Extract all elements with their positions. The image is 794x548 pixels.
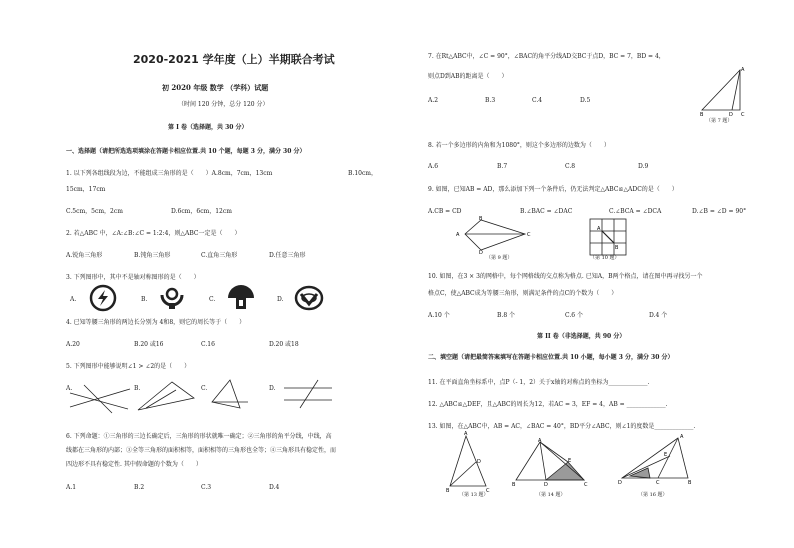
q5-option-d: D.	[269, 385, 276, 392]
lightning-logo-icon	[89, 284, 117, 312]
q6-option-c: C.3	[201, 484, 212, 491]
q7-line1: 7. 在Rt△ABC中，∠C = 90°，∠BAC的角平分线AD交BC于点D，BC = 7，BD = 4，	[428, 53, 665, 60]
q4-option-b: B.20 或16	[134, 341, 164, 348]
section2-heading: 第 II 卷（非选择题，共 90 分）	[537, 333, 626, 340]
q9-option-b: B.∠BAC = ∠DAC	[520, 208, 573, 215]
q7-label-b: B	[700, 112, 704, 118]
q7-option-c: C.4	[532, 97, 543, 104]
q10-line1: 10. 如图，在3 × 3的网格中，每个网格线的交点称为格点. 已知A，B两个格点，请在图中再寻找另一个	[428, 273, 703, 280]
q9-stem: 9. 如图，已知AB = AD，那么添加下列一个条件后，仍无法判定△ABC≌△ADC的是（ ）	[428, 186, 678, 193]
q10-line2: 格点C，使△ABC成为等腰三角形，则满足条件的点C的个数为（ ）	[428, 290, 618, 297]
q3-option-c: C.	[209, 296, 216, 303]
q2-option-d: D.任意三角形	[269, 252, 306, 259]
q16-label-a: A	[680, 434, 684, 440]
q2-stem: 2. 若△ABC 中，∠A:∠B:∠C = 1:2:4，则△ABC一定是（ ）	[66, 230, 241, 237]
q9-option-c: C.∠BCA = ∠DCA	[609, 208, 662, 215]
q8-option-b: B.7	[497, 163, 508, 170]
q5-figure-a	[70, 385, 130, 415]
q7-label-d: D	[729, 112, 733, 118]
q9-label-a: A	[456, 232, 460, 238]
q3-stem: 3. 下列图形中，其中不是轴对称图形的是（ ）	[66, 274, 200, 281]
q7-label-c: C	[741, 112, 745, 118]
q5-figure-d	[282, 378, 334, 410]
q2-option-b: B.钝角三角形	[134, 252, 171, 259]
q8-option-a: A.6	[428, 163, 439, 170]
q4-stem: 4. 已知等腰三角形的两边长分别为 4和8，则它的周长等于（ ）	[66, 319, 246, 326]
q7-figure	[700, 66, 748, 116]
q5-option-a: A.	[66, 385, 73, 392]
time-line: （时间 120 分钟，总分 120 分）	[178, 101, 269, 108]
q16-label-d: D	[618, 480, 622, 486]
q14-label-c: C	[584, 482, 588, 488]
q16-figure	[618, 434, 694, 490]
q9-option-a: A.CB = CD	[428, 208, 462, 215]
q9-label-d: D	[479, 250, 483, 256]
q9-figure	[455, 218, 535, 254]
q10-option-b: B.8 个	[497, 312, 516, 319]
q13-figure	[446, 430, 494, 492]
q7-option-d: D.5	[580, 97, 591, 104]
q9-label-c: C	[527, 232, 531, 238]
q6-line2: 线都在三角形的内部；③全等三角形的面积相等，面积相等的三角形也全等；④三角形具有稳定性，而	[66, 447, 337, 454]
q1-option-b: B.10cm，	[348, 170, 378, 177]
q14-figure	[512, 438, 592, 490]
q9-option-d: D.∠B = ∠D = 90°	[692, 208, 747, 215]
q7-label-a: A	[741, 67, 745, 73]
q10-label-b: B	[615, 245, 619, 251]
part1-heading: 一、选择题（请把所选选项填涂在答题卡相应位置.共 10 个题，每题 3 分，满分 30 分）	[66, 148, 306, 155]
q8-stem: 8. 若一个多边形的内角和为1080°，则这个多边形的边数为（ ）	[428, 142, 610, 149]
q7-caption: （第 7 题）	[706, 118, 733, 124]
q8-option-d: D.9	[638, 163, 649, 170]
q4-option-d: D.20 或18	[269, 341, 299, 348]
q3-option-b: B.	[141, 296, 148, 303]
q7-line2: 则点D到AB的距离是（ ）	[428, 73, 508, 80]
grade-line: 初 2020 年级 数学 （学科）试题	[162, 83, 269, 92]
q16-label-e: E	[664, 452, 668, 458]
q5-figure-c	[210, 378, 250, 410]
q1-option-b-cont: 15cm，17cm	[66, 186, 106, 193]
q13-label-b: B	[446, 488, 450, 494]
q10-label-a: A	[597, 226, 601, 232]
q12-stem: 12. △ABC≌△DEF，且△ABC的周长为12，若AC = 3，EF = 4，AB = _____________.	[428, 401, 668, 408]
q7-option-b: B.3	[485, 97, 496, 104]
q6-option-a: A.1	[66, 484, 77, 491]
q9-label-b: B	[479, 216, 483, 222]
car-logo-icon	[294, 284, 324, 312]
part2-heading: 二、填空题（请把最简答案填写在答题卡相应位置.共 10 小题，每小题 3 分，满分 30 分）	[428, 354, 674, 361]
section1-heading: 第 I 卷（选择题，共 30 分）	[168, 124, 248, 131]
q2-option-c: C.直角三角形	[201, 252, 238, 259]
q6-line3: 四边形不具有稳定性. 其中假命题的个数为（ ）	[66, 461, 202, 468]
q16-label-b: B	[688, 480, 692, 486]
q10-option-d: D.4 个	[649, 312, 668, 319]
q10-option-c: C.6 个	[565, 312, 584, 319]
q14-label-b: B	[512, 482, 516, 488]
q13-label-a: A	[464, 431, 468, 437]
q6-line1: 6. 下列命题：①三角形的三边长确定后，三角形的形状就唯一确定；②三角形的角平分线，中线，高	[66, 433, 332, 440]
q5-option-c: C.	[201, 385, 208, 392]
hat-logo-icon	[226, 284, 256, 312]
q2-option-a: A.锐角三角形	[66, 252, 103, 259]
q14-label-a: A	[538, 438, 542, 444]
exam-title: 2020-2021 学年度（上）半期联合考试	[133, 53, 335, 66]
q13-stem: 13. 如图，在△ABC中，AB = AC，∠BAC = 40°，BD平分∠ABC，则∠1的度数是_____________.	[428, 423, 696, 430]
q14-caption: （第 14 题）	[536, 492, 566, 498]
q11-stem: 11. 在平面直角坐标系中，点P（- 1，2）关于x轴的对称点的坐标为_____________.	[428, 379, 650, 386]
q16-caption: （第 16 题）	[638, 492, 668, 498]
q4-option-a: A.20	[66, 341, 80, 348]
q14-label-e: E	[568, 458, 572, 464]
q14-label-d: D	[544, 482, 548, 488]
q16-label-c: C	[656, 480, 660, 486]
q1-stem: 1. 以下列各组线段为边，不能组成三角形的是（ ）A.8cm，7cm，13cm	[66, 170, 273, 177]
q9-caption: （第 9 题）	[486, 255, 513, 261]
q10-option-a: A.10 个	[428, 312, 450, 319]
q7-option-a: A.2	[428, 97, 439, 104]
q1-option-d: D.6cm，6cm，12cm	[171, 208, 232, 215]
q3-option-a: A.	[70, 296, 77, 303]
q5-option-b: B.	[134, 385, 141, 392]
q10-caption: （第 10 题）	[590, 255, 620, 261]
q13-label-c: C	[486, 488, 490, 494]
q3-option-d: D.	[277, 296, 284, 303]
q8-option-c: C.8	[565, 163, 576, 170]
q13-caption: （第 13 题）	[459, 492, 489, 498]
q5-stem: 5. 下列图形中能够说明∠1 > ∠2的是（ ）	[66, 363, 191, 370]
q6-option-b: B.2	[134, 484, 145, 491]
q1-option-c: C.5cm，5cm，2cm	[66, 208, 123, 215]
q5-figure-b	[136, 380, 196, 416]
q4-option-c: C.16	[201, 341, 215, 348]
q6-option-d: D.4	[269, 484, 280, 491]
ring-logo-icon	[157, 283, 187, 311]
q10-grid-figure	[588, 217, 628, 257]
q13-label-d: D	[477, 459, 481, 465]
